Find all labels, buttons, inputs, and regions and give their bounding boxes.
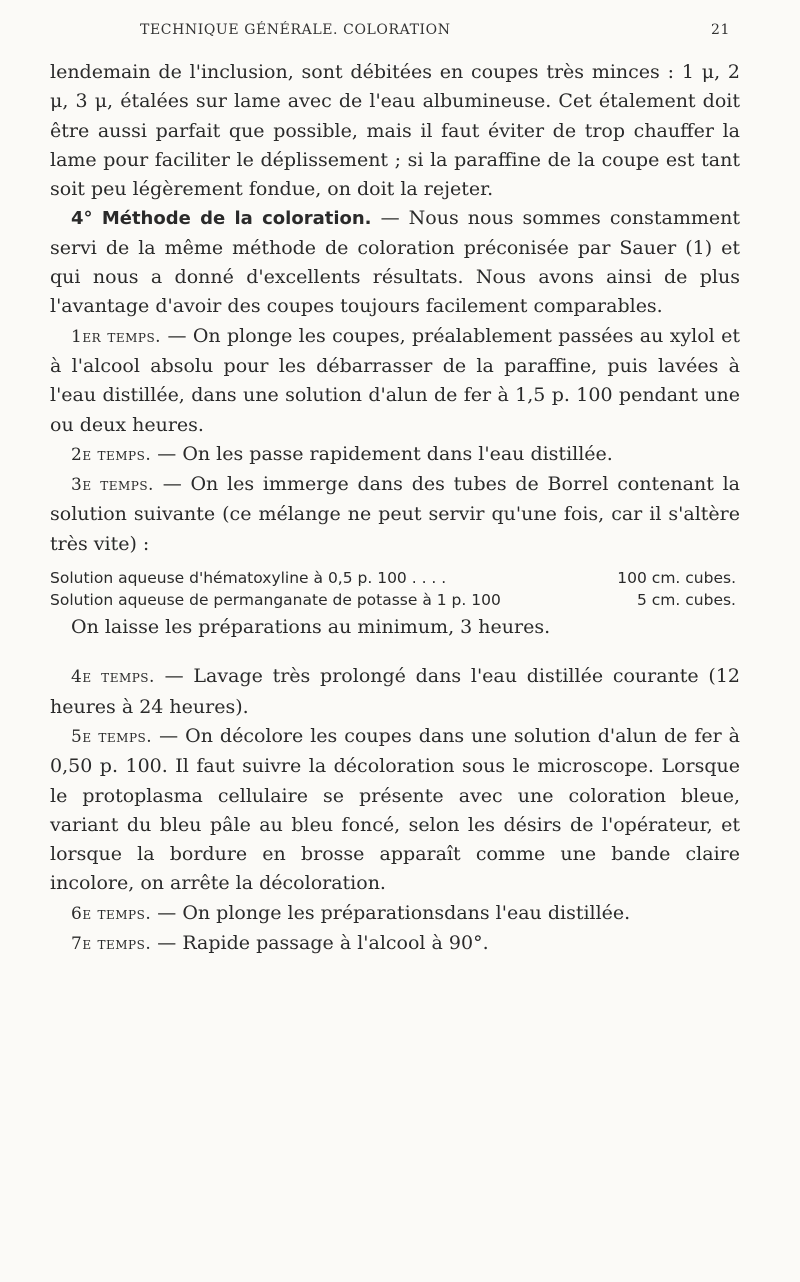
step-6-text: — On plonge les préparationsdans l'eau distillée. — [151, 901, 631, 924]
formula-row — [50, 567, 740, 589]
method-paragraph — [50, 204, 740, 321]
step-6 — [50, 899, 740, 929]
step-7-label: 7e temps. — [71, 934, 152, 955]
step-4-text: — Lavage très prolongé dans l'eau distillée courante (12 heures à 24 heures). — [50, 665, 740, 718]
formula-ingredient: Solution aqueuse d'hématoxyline à 0,5 p. 100 . . . . — [50, 569, 447, 588]
step-5-label: 5e temps. — [71, 726, 153, 747]
step-6-label: 6e temps. — [71, 903, 152, 924]
step-3-text: — On les immerge dans des tubes de Borrel contenant la solution suivante (ce mélange ne peut servir qu'une fois, car il s'altère très vite) : — [50, 473, 740, 555]
step-5-text: — On décolore les coupes dans une solution d'alun de fer à 0,50 p. 100. Il faut suivre la décoloration sous le microscope. Lorsque le protoplasma cellulaire se présente avec une coloration bleue, variant du bleu pâle au bleu foncé, selon les désirs de l'opérateur, et lorsque la bordure en brosse apparaît comme une bande claire incolore, on arrête la décoloration. — [50, 724, 740, 895]
running-title: TECHNIQUE GÉNÉRALE. COLORATION — [140, 22, 451, 38]
step-7-text: — Rapide passage à l'alcool à 90°. — [151, 932, 489, 955]
step-3-after: On laisse les préparations au minimum, 3 heures. — [71, 616, 551, 639]
formula-table — [50, 567, 740, 611]
step-4 — [50, 662, 740, 722]
step-1 — [50, 322, 740, 440]
formula-row — [50, 589, 740, 611]
step-3-label: 3e temps. — [71, 475, 154, 496]
step-7 — [50, 929, 740, 959]
step-3 — [50, 470, 740, 559]
step-1-text: — On plonge les coupes, préalablement passées au xylol et à l'alcool absolu pour les débarrasser de la paraffine, puis lavées à l'eau distillée, dans une solution d'alun de fer à 1,5 p. 100 pendant une ou deux heures. — [50, 324, 741, 436]
step-5 — [50, 722, 740, 899]
paragraph-continuation: lendemain de l'inclusion, sont débitées en coupes très minces : 1 μ, 2 μ, 3 μ, étalées sur lame avec de l'eau albumineuse. Cet étalement doit être aussi parfait que possible, mais il faut éviter de trop chauffer la lame pour faciliter le déplissement ; si la paraffine de la coupe est tant soit peu légèrement fondue, on doit la rejeter. — [50, 61, 740, 201]
method-text: — Nous nous sommes constamment servi de la même méthode de coloration préconisée par Sauer (1) et qui nous a donné d'excellents résultats. Nous avons ainsi de plus l'avantage d'avoir des coupes toujours facilement comparables. — [50, 207, 741, 318]
formula-ingredient: Solution aqueuse de permanganate de potasse à 1 p. 100 — [50, 591, 501, 610]
step-1-label: 1er temps. — [71, 326, 162, 347]
formula-amount: 100 cm. cubes. — [617, 569, 736, 588]
step-2-text: — On les passe rapidement dans l'eau distillée. — [151, 442, 613, 465]
step-2 — [50, 440, 740, 470]
step-2-label: 2e temps. — [71, 444, 152, 465]
page-number: 21 — [710, 22, 730, 38]
section-heading: 4° Méthode de la coloration. — [71, 208, 372, 230]
step-4-label: 4e temps. — [71, 667, 155, 688]
formula-amount: 5 cm. cubes. — [637, 591, 736, 610]
body-text — [50, 58, 740, 959]
